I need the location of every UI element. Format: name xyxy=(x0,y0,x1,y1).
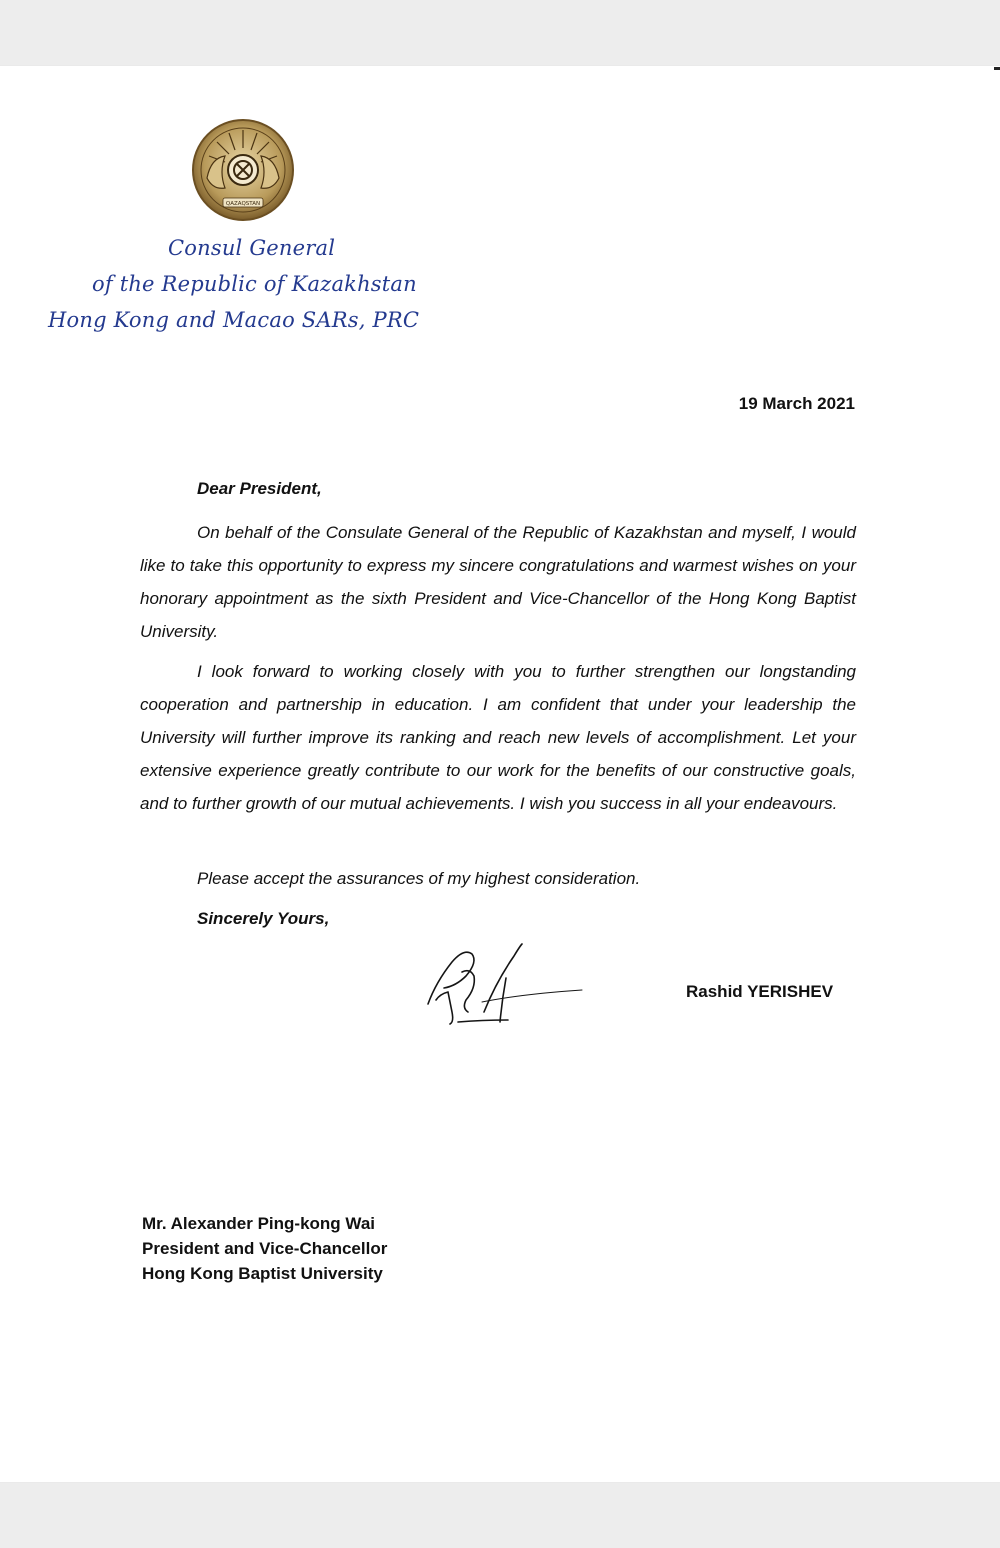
letterhead-line-location: Hong Kong and Macao SARs, PRC xyxy=(48,308,420,332)
recipient-organization: Hong Kong Baptist University xyxy=(142,1264,383,1283)
scan-speck xyxy=(994,67,1000,70)
recipient-title: President and Vice-Chancellor xyxy=(142,1239,388,1258)
letter-page xyxy=(0,66,1000,1482)
signer-name: Rashid YERISHEV xyxy=(686,982,834,1001)
body-paragraph-1: On behalf of the Consulate General of the Republic of Kazakhstan and myself, I would like to take this opportunity to express my sincere congratulations and warmest wishes on your honorary appointment as the sixth President and Vice-Chancellor of the Hong Kong Baptist University. xyxy=(140,523,856,641)
salutation: Dear President, xyxy=(197,479,322,498)
kazakhstan-emblem-icon xyxy=(191,118,295,222)
svg-text:QAZAQSTAN: QAZAQSTAN xyxy=(225,201,261,207)
body-paragraph-3: Please accept the assurances of my highest consideration. xyxy=(197,869,641,888)
letterhead-line-title: Consul General xyxy=(168,236,336,260)
body-paragraph-2: I look forward to working closely with you to further strengthen our longstanding cooperation and partnership in education. I am confident that under your leadership the University will further improve its ranking and reach new levels of accomplishment. Let your extensive experience greatly contribute to our work for the benefits of our constructive goals, and to further growth of our mutual achievements. I wish you success in all your endeavours. xyxy=(140,662,856,813)
letter-date: 19 March 2021 xyxy=(738,394,855,413)
recipient-name: Mr. Alexander Ping-kong Wai xyxy=(142,1214,375,1233)
signature-icon xyxy=(422,942,588,1028)
letterhead-line-country: of the Republic of Kazakhstan xyxy=(92,272,417,296)
closing: Sincerely Yours, xyxy=(197,909,330,928)
recipient-address xyxy=(142,1211,387,1286)
